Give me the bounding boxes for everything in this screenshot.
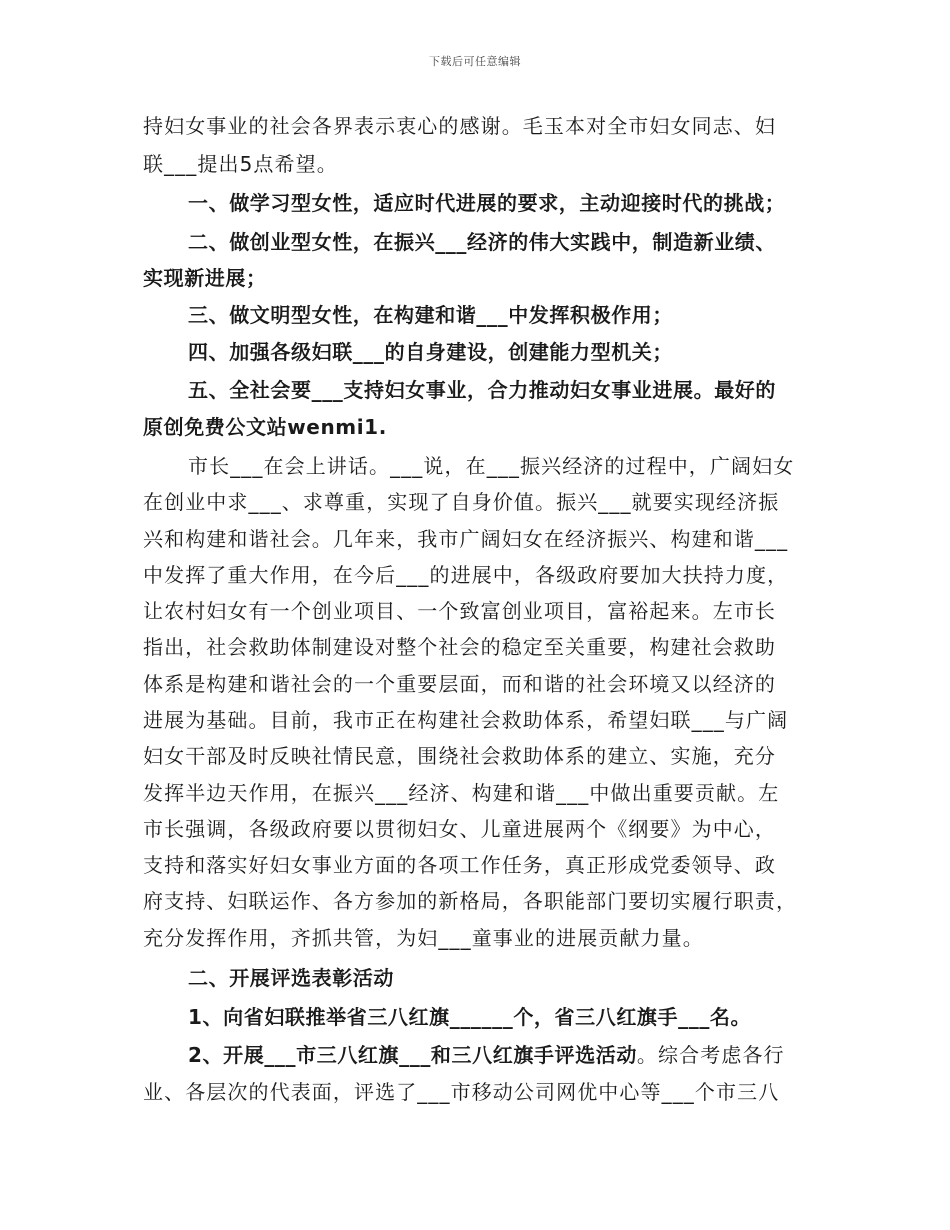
text-line: 兴和构建和谐社会。几年来，我市广阔妇女在经济振兴、构建和谐___ — [143, 527, 789, 551]
text-line: 体系是构建和谐社会的一个重要层面，而和谐的社会环境又以经济的 — [143, 672, 776, 696]
section-heading: 二、开展评选表彰活动 — [188, 966, 394, 990]
text-line: 联___提出5点希望。 — [143, 152, 338, 176]
text-line: 支持和落实好妇女事业方面的各项工作任务，真正形成党委领导、政 — [143, 853, 776, 877]
list-item-selection-bold: 2、开展___市三八红旗___和三八红旗手评选活动 — [188, 1043, 637, 1067]
text-line: 府支持、妇联运作、各方参加的新格局，各职能部门要切实履行职责， — [143, 889, 798, 913]
text-line: 业、各层次的代表面，评选了___市移动公司网优中心等___个市三八 — [143, 1080, 780, 1104]
list-item-selection-rest: 。综合考虑各行 — [636, 1043, 785, 1067]
text-line: 在创业中求___、求尊重，实现了自身价值。振兴___就要实现经济振 — [143, 490, 780, 514]
list-item-5: 五、全社会要___支持妇女事业，合力推动妇女事业进展。最好的 — [188, 378, 776, 402]
text-line: 发挥半边天作用，在振兴___经济、构建和谐___中做出重要贡献。左 — [143, 781, 780, 805]
list-item-selection — [188, 1041, 868, 1069]
list-item-recommend: 1、向省妇联推举省三八红旗______个，省三八红旗手___名。 — [188, 1005, 752, 1029]
text-line: 中发挥了重大作用，在今后___的进展中，各级政府要加大扶持力度， — [143, 563, 789, 587]
text-line: 市长强调，各级政府要以贯彻妇女、儿童进展两个《纲要》为中心， — [143, 817, 776, 841]
text-line: 妇女干部及时反映社情民意，围绕社会救助体系的建立、实施，充分 — [143, 744, 776, 768]
list-item-3: 三、做文明型女性，在构建和谐___中发挥积极作用； — [188, 303, 673, 327]
list-item-2: 二、做创业型女性，在振兴___经济的伟大实践中，制造新业绩、 — [188, 230, 776, 254]
text-line: 进展为基础。目前，我市正在构建社会救助体系，希望妇联___与广阔 — [143, 708, 789, 732]
list-item-2-cont: 实现新进展； — [143, 266, 267, 290]
list-item-1: 一、做学习型女性，适应时代进展的要求，主动迎接时代的挑战； — [188, 191, 786, 215]
list-item-4: 四、加强各级妇联___的自身建设，创建能力型机关； — [188, 340, 673, 364]
text-line: 市长___在会上讲话。___说，在___振兴经济的过程中，广阔妇女 — [188, 454, 795, 478]
text-line: 指出，社会救助体制建设对整个社会的稳定至关重要，构建社会救助 — [143, 635, 776, 659]
text-line: 充分发挥作用，齐抓共管，为妇___童事业的进展贡献力量。 — [143, 926, 704, 950]
text-line: 让农村妇女有一个创业项目、一个致富创业项目，富裕起来。左市长 — [143, 599, 776, 623]
text-line: 持妇女事业的社会各界表示衷心的感谢。毛玉本对全市妇女同志、妇 — [143, 114, 776, 138]
page-header-note: 下载后可任意编辑 — [429, 55, 521, 68]
list-item-5-cont: 原创免费公文站wenmi1. — [143, 415, 387, 439]
